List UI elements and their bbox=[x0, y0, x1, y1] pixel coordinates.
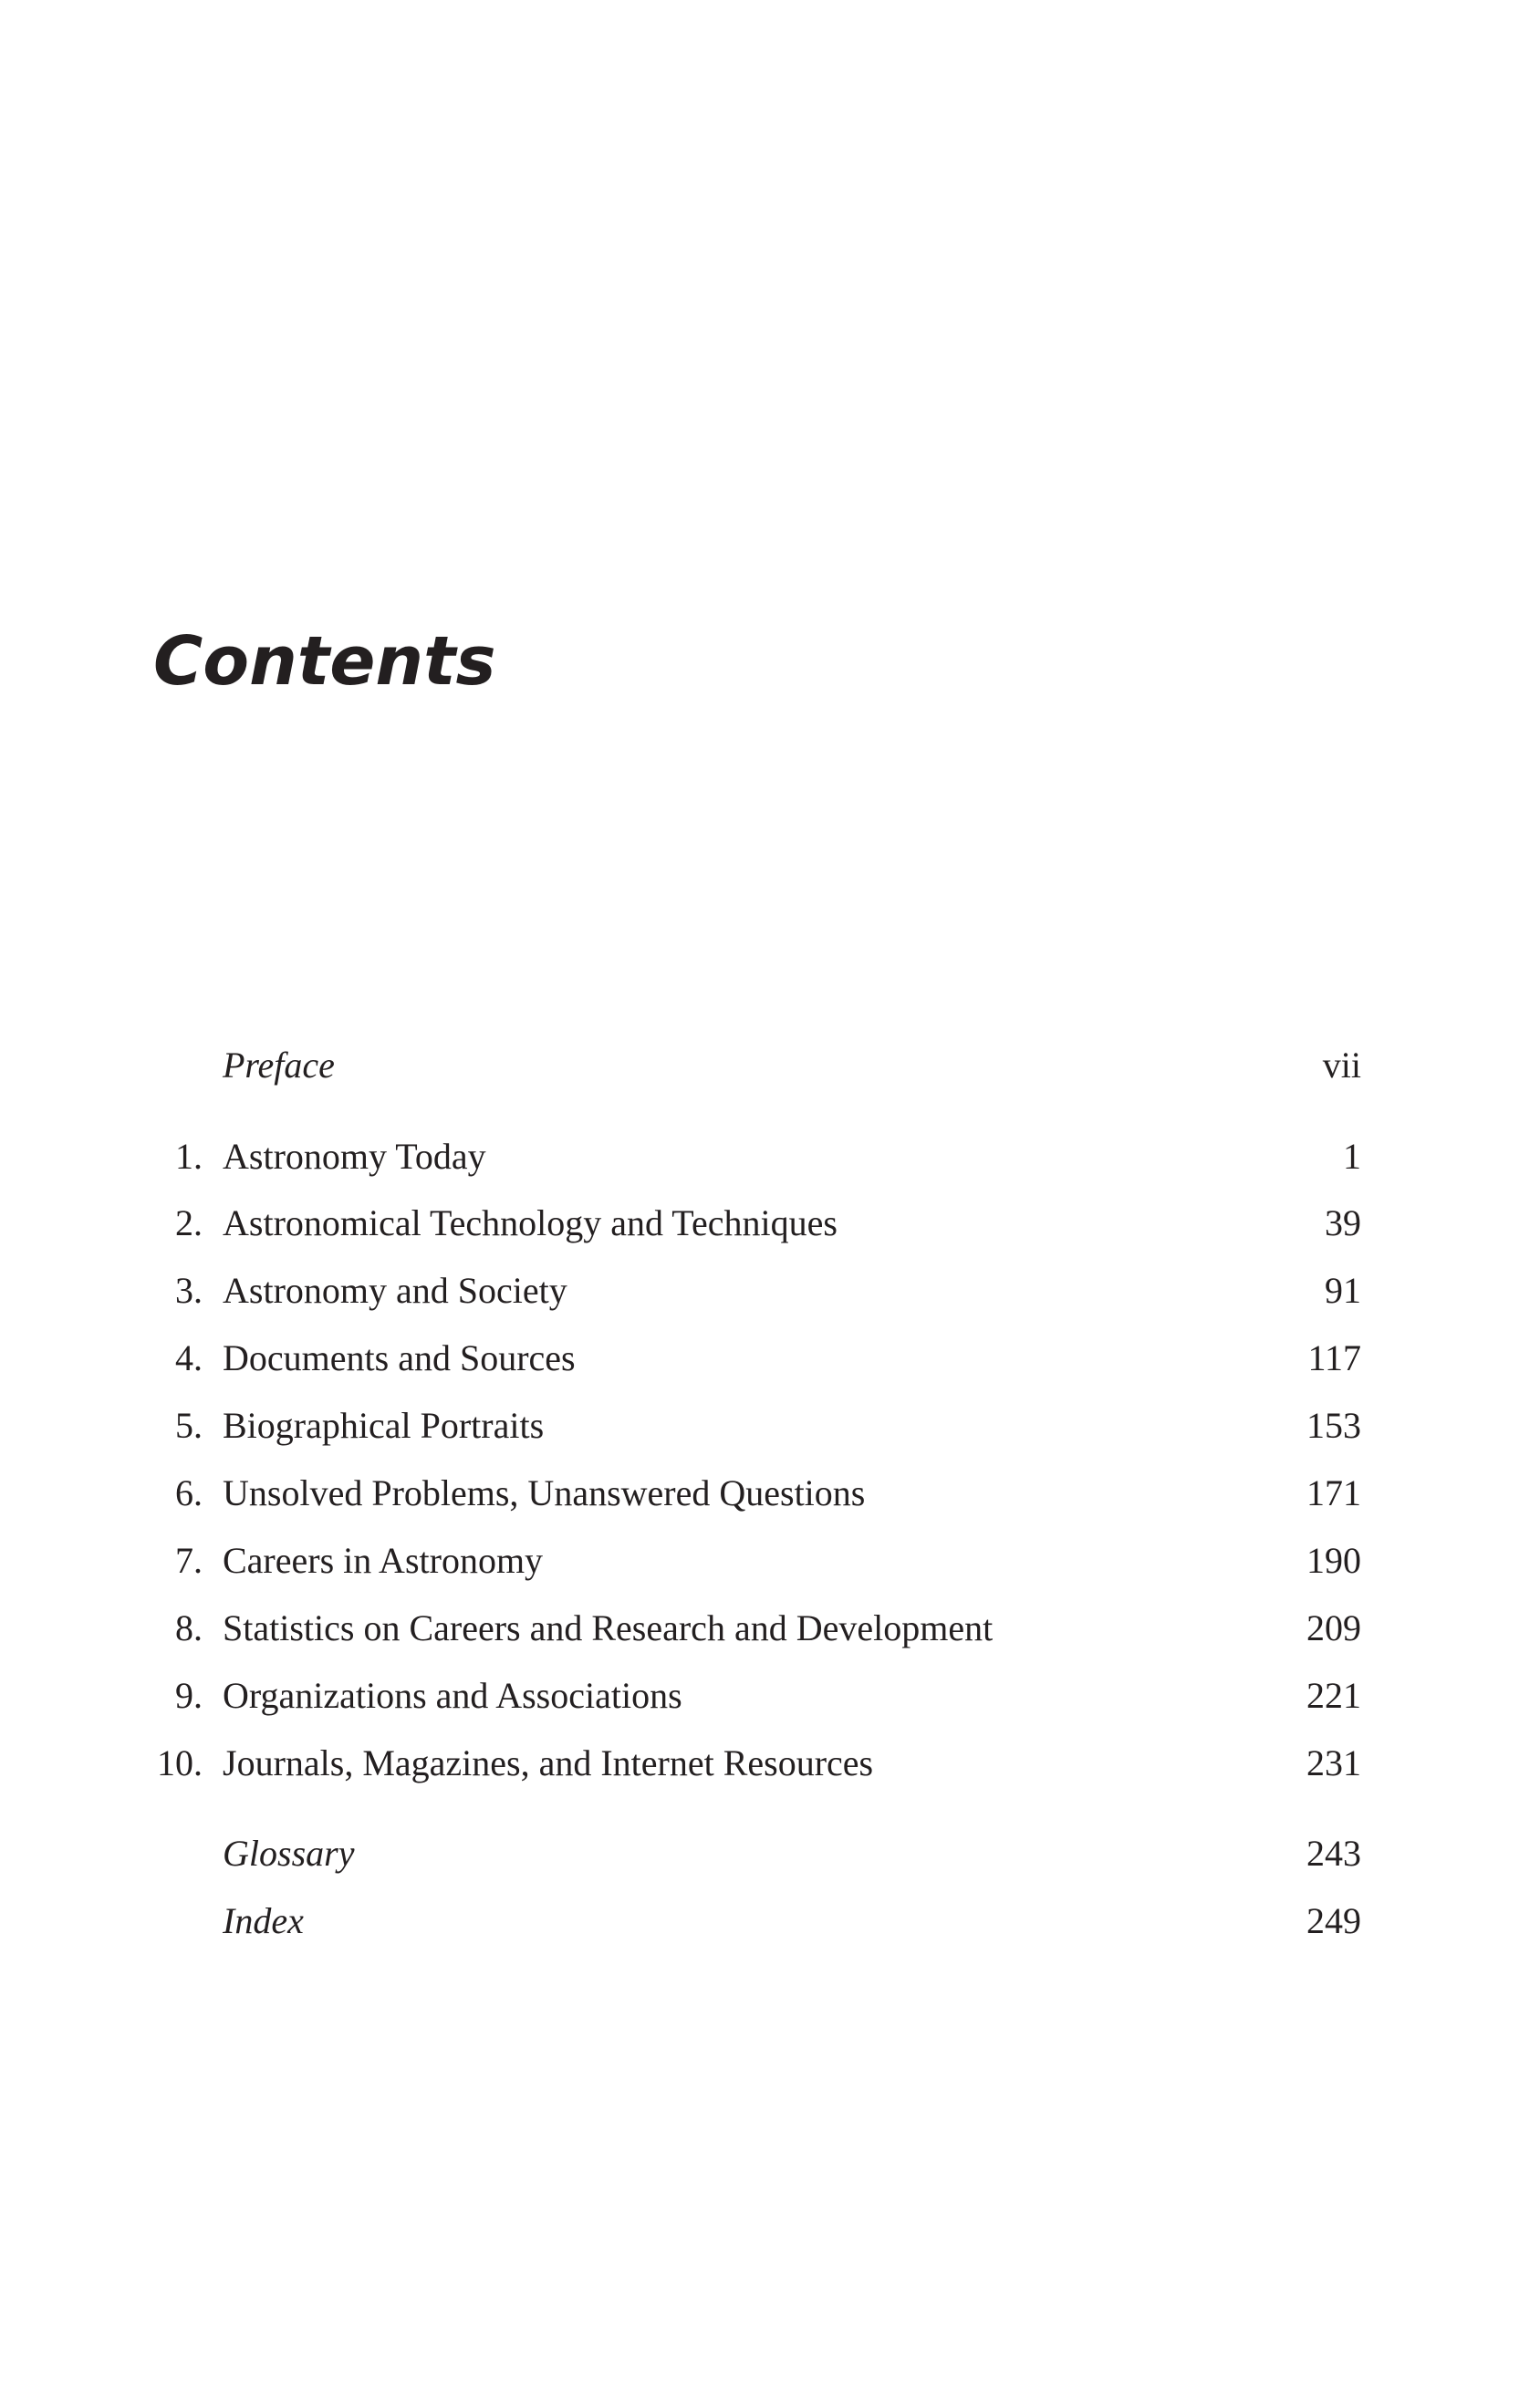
toc-entry-number: 7. bbox=[175, 1540, 203, 1581]
toc-entry-page: 171 bbox=[1306, 1472, 1361, 1513]
toc-entry-label: Astronomical Technology and Techniques bbox=[223, 1202, 838, 1243]
toc-entry-label: Careers in Astronomy bbox=[223, 1540, 544, 1581]
toc-entry-glossary[interactable] bbox=[0, 1826, 1540, 1881]
toc-entry-number: 10. bbox=[157, 1742, 203, 1783]
toc-entry-chapter-5[interactable] bbox=[0, 1398, 1540, 1453]
page-title: Contents bbox=[153, 622, 496, 701]
toc-entry-page: 243 bbox=[1306, 1833, 1361, 1874]
toc-entry-number: 2. bbox=[175, 1202, 203, 1243]
toc-entry-label: Index bbox=[223, 1900, 304, 1941]
toc-entry-number: 1. bbox=[175, 1136, 203, 1177]
toc-entry-number: 3. bbox=[175, 1270, 203, 1311]
toc-entry-number: 8. bbox=[175, 1607, 203, 1648]
toc-entry-chapter-1[interactable] bbox=[0, 1129, 1540, 1184]
toc-entry-page: 153 bbox=[1306, 1405, 1361, 1446]
toc-entry-chapter-4[interactable] bbox=[0, 1331, 1540, 1386]
toc-entry-chapter-3[interactable] bbox=[0, 1263, 1540, 1318]
toc-entry-label: Journals, Magazines, and Internet Resources bbox=[223, 1742, 874, 1783]
toc-entry-page: 209 bbox=[1306, 1607, 1361, 1648]
toc-entry-label: Preface bbox=[223, 1045, 335, 1086]
toc-entry-label: Glossary bbox=[223, 1833, 355, 1874]
toc-entry-chapter-6[interactable] bbox=[0, 1466, 1540, 1521]
toc-entry-page: 1 bbox=[1343, 1136, 1361, 1177]
toc-entry-number: 4. bbox=[175, 1337, 203, 1378]
toc-entry-label: Documents and Sources bbox=[223, 1337, 576, 1378]
toc-entry-page: 190 bbox=[1306, 1540, 1361, 1581]
toc-entry-chapter-9[interactable] bbox=[0, 1669, 1540, 1723]
toc-entry-page: 39 bbox=[1325, 1202, 1361, 1243]
toc-entry-label: Biographical Portraits bbox=[223, 1405, 545, 1446]
toc-entry-chapter-10[interactable] bbox=[0, 1736, 1540, 1791]
toc-entry-label: Unsolved Problems, Unanswered Questions bbox=[223, 1472, 866, 1513]
toc-entry-page: 249 bbox=[1306, 1900, 1361, 1941]
toc-entry-page: 91 bbox=[1325, 1270, 1361, 1311]
toc-entry-page: 221 bbox=[1306, 1675, 1361, 1716]
toc-entry-number: 6. bbox=[175, 1472, 203, 1513]
toc-entry-chapter-7[interactable] bbox=[0, 1533, 1540, 1588]
toc-entry-preface[interactable] bbox=[0, 1038, 1540, 1093]
toc-entry-label: Organizations and Associations bbox=[223, 1675, 682, 1716]
toc-entry-number: 5. bbox=[175, 1405, 203, 1446]
toc-entry-label: Statistics on Careers and Research and Development bbox=[223, 1607, 994, 1648]
toc-entry-number: 9. bbox=[175, 1675, 203, 1716]
toc-entry-page: 231 bbox=[1306, 1742, 1361, 1783]
toc-entry-label: Astronomy Today bbox=[223, 1136, 486, 1177]
toc-entry-page: vii bbox=[1322, 1045, 1361, 1086]
toc-entry-label: Astronomy and Society bbox=[223, 1270, 567, 1311]
toc-entry-index[interactable] bbox=[0, 1894, 1540, 1949]
toc-entry-chapter-2[interactable] bbox=[0, 1196, 1540, 1251]
toc-entry-chapter-8[interactable] bbox=[0, 1601, 1540, 1656]
toc-entry-page: 117 bbox=[1307, 1337, 1361, 1378]
